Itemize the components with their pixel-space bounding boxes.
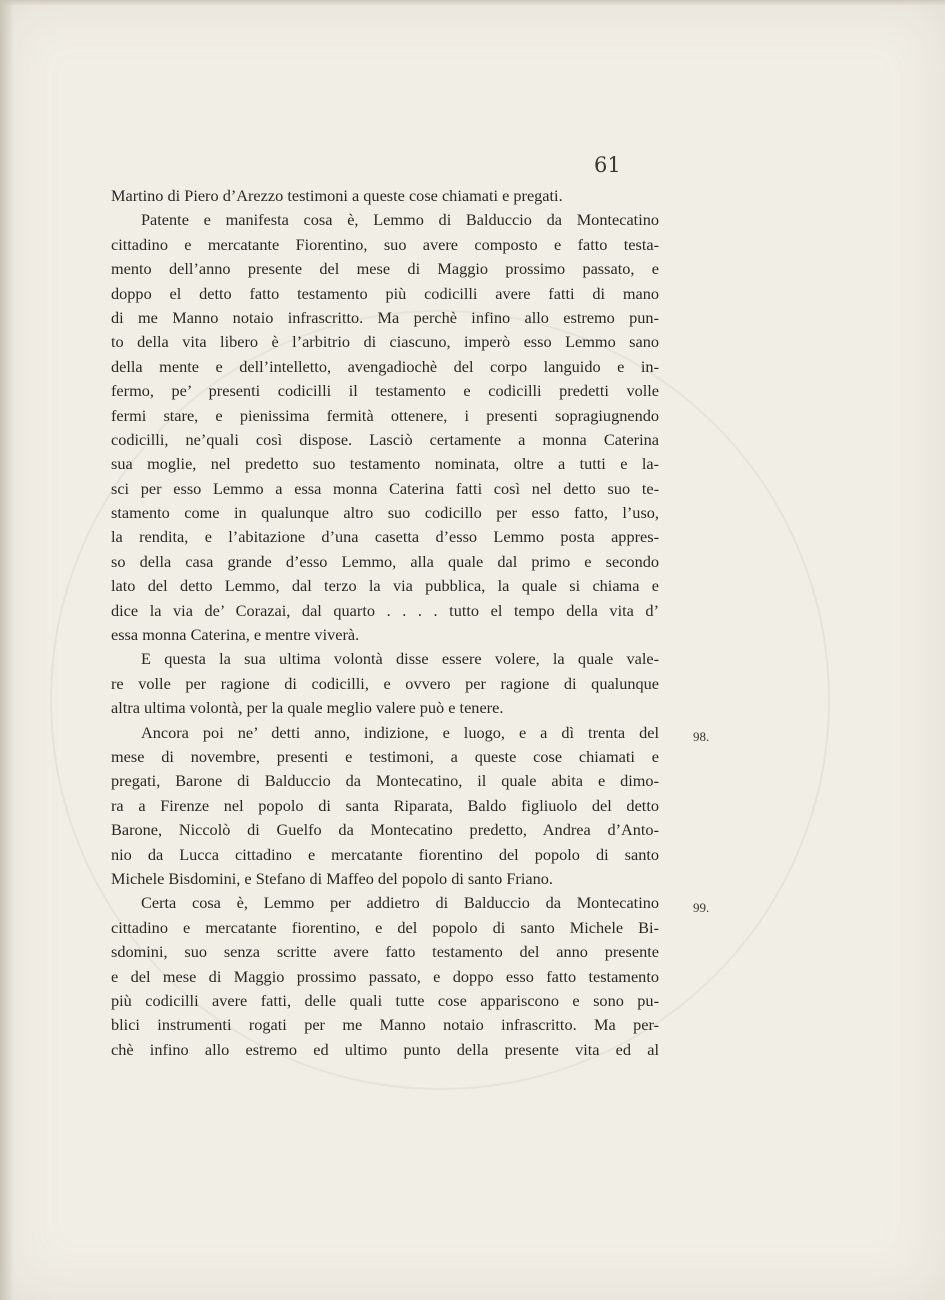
text-line: essa monna Caterina, e mentre viverà. <box>111 625 360 645</box>
text-line: re volle per ragione di codicilli, e ovvero per ragione di qualunque <box>111 673 659 693</box>
text-line: Certa cosa è, Lemmo per addietro di Balduccio da Montecatino <box>141 893 659 913</box>
text-line: mento dell’anno presente del mese di Maggio prossimo passato, e <box>111 259 659 279</box>
margin-note: 98. <box>693 729 710 744</box>
text-line: la rendita, e l’abitazione d’una casetta d’esso Lemmo posta appres- <box>111 527 659 547</box>
text-line: chè infino allo estremo ed ultimo punto della presente vita ed al <box>111 1039 659 1059</box>
text-line: fermo, pe’ presenti codicilli il testamento e codicilli predetti volle <box>111 381 659 401</box>
text-line: E questa la sua ultima volontà disse essere volere, la quale vale- <box>141 649 659 669</box>
text-line: della mente e dell’intelletto, avengadiochè del corpo languido e in- <box>111 356 659 376</box>
text-line: cittadino e mercatante Fiorentino, suo avere composto e fatto testa- <box>111 234 659 254</box>
text-line: blici instrumenti rogati per me Manno notaio infrascritto. Ma per- <box>111 1015 659 1035</box>
text-line: pregati, Barone di Balduccio da Montecatino, il quale abita e dimo- <box>111 771 659 791</box>
text-line: so della casa grande d’esso Lemmo, alla quale dal primo e secondo <box>111 551 659 571</box>
paragraph <box>111 184 659 208</box>
text-line: doppo el detto fatto testamento più codicilli avere fatti di mano <box>111 283 659 303</box>
text-line: di me Manno notaio infrascritto. Ma perchè infino allo estremo pun- <box>111 307 659 327</box>
text-line: nio da Lucca cittadino e mercatante fiorentino del popolo di santo <box>111 844 659 864</box>
text-line: fermi stare, e pienissima fermità ottenere, i presenti sopragiugnendo <box>111 405 659 425</box>
text-line: Barone, Niccolò di Guelfo da Montecatino predetto, Andrea d’Anto- <box>111 820 659 840</box>
paragraph <box>111 647 659 720</box>
page-top-edge <box>0 0 945 6</box>
text-line: sua moglie, nel predetto suo testamento nominata, oltre a tutti e la- <box>111 454 659 474</box>
text-line: to della vita libero è l’arbitrio di ciascuno, imperò esso Lemmo sano <box>111 332 659 352</box>
text-line: Michele Bisdomini, e Stefano di Maffeo del popolo di santo Friano. <box>111 868 553 888</box>
text-line: mese di novembre, presenti e testimoni, a queste cose chiamati e <box>111 746 659 766</box>
text-line: più codicilli avere fatti, delle quali tutte cose appariscono e sono pu- <box>111 990 659 1010</box>
text-line: sci per esso Lemmo a essa monna Caterina fatti così nel detto suo te- <box>111 478 659 498</box>
text-line: altra ultima volontà, per la quale meglio valere può e tenere. <box>111 698 504 718</box>
body-text <box>111 184 659 1062</box>
text-line: ra a Firenze nel popolo di santa Riparata, Baldo figliuolo del detto <box>111 795 659 815</box>
margin-note: 99. <box>693 900 710 915</box>
text-line: stamento come in qualunque altro suo codicillo per esso fatto, l’uso, <box>111 503 659 523</box>
text-line: sdomini, suo senza scritte avere fatto testamento del anno presente <box>111 942 659 962</box>
text-line: Patente e manifesta cosa è, Lemmo di Balduccio da Montecatino <box>141 210 659 230</box>
text-line: codicilli, ne’quali così dispose. Lasciò certamente a monna Caterina <box>111 429 659 449</box>
paragraph <box>111 891 659 1062</box>
text-line: Martino di Piero d’Arezzo testimoni a queste cose chiamati e pregati. <box>111 186 563 205</box>
paragraph <box>111 721 659 892</box>
text-line: cittadino e mercatante fiorentino, e del popolo di santo Michele Bi- <box>111 917 659 937</box>
text-line: dice la via de’ Corazai, dal quarto . . . . tutto el tempo della vita d’ <box>111 600 659 620</box>
text-line: lato del detto Lemmo, dal terzo la via pubblica, la quale si chiama e <box>111 576 659 596</box>
page-binding-edge <box>0 0 14 1300</box>
page-number: 61 <box>594 153 621 177</box>
paragraph <box>111 208 659 647</box>
text-line: Ancora poi ne’ detti anno, indizione, e luogo, e a dì trenta del <box>141 722 659 742</box>
text-line: e del mese di Maggio prossimo passato, e doppo esso fatto testamento <box>111 966 659 986</box>
